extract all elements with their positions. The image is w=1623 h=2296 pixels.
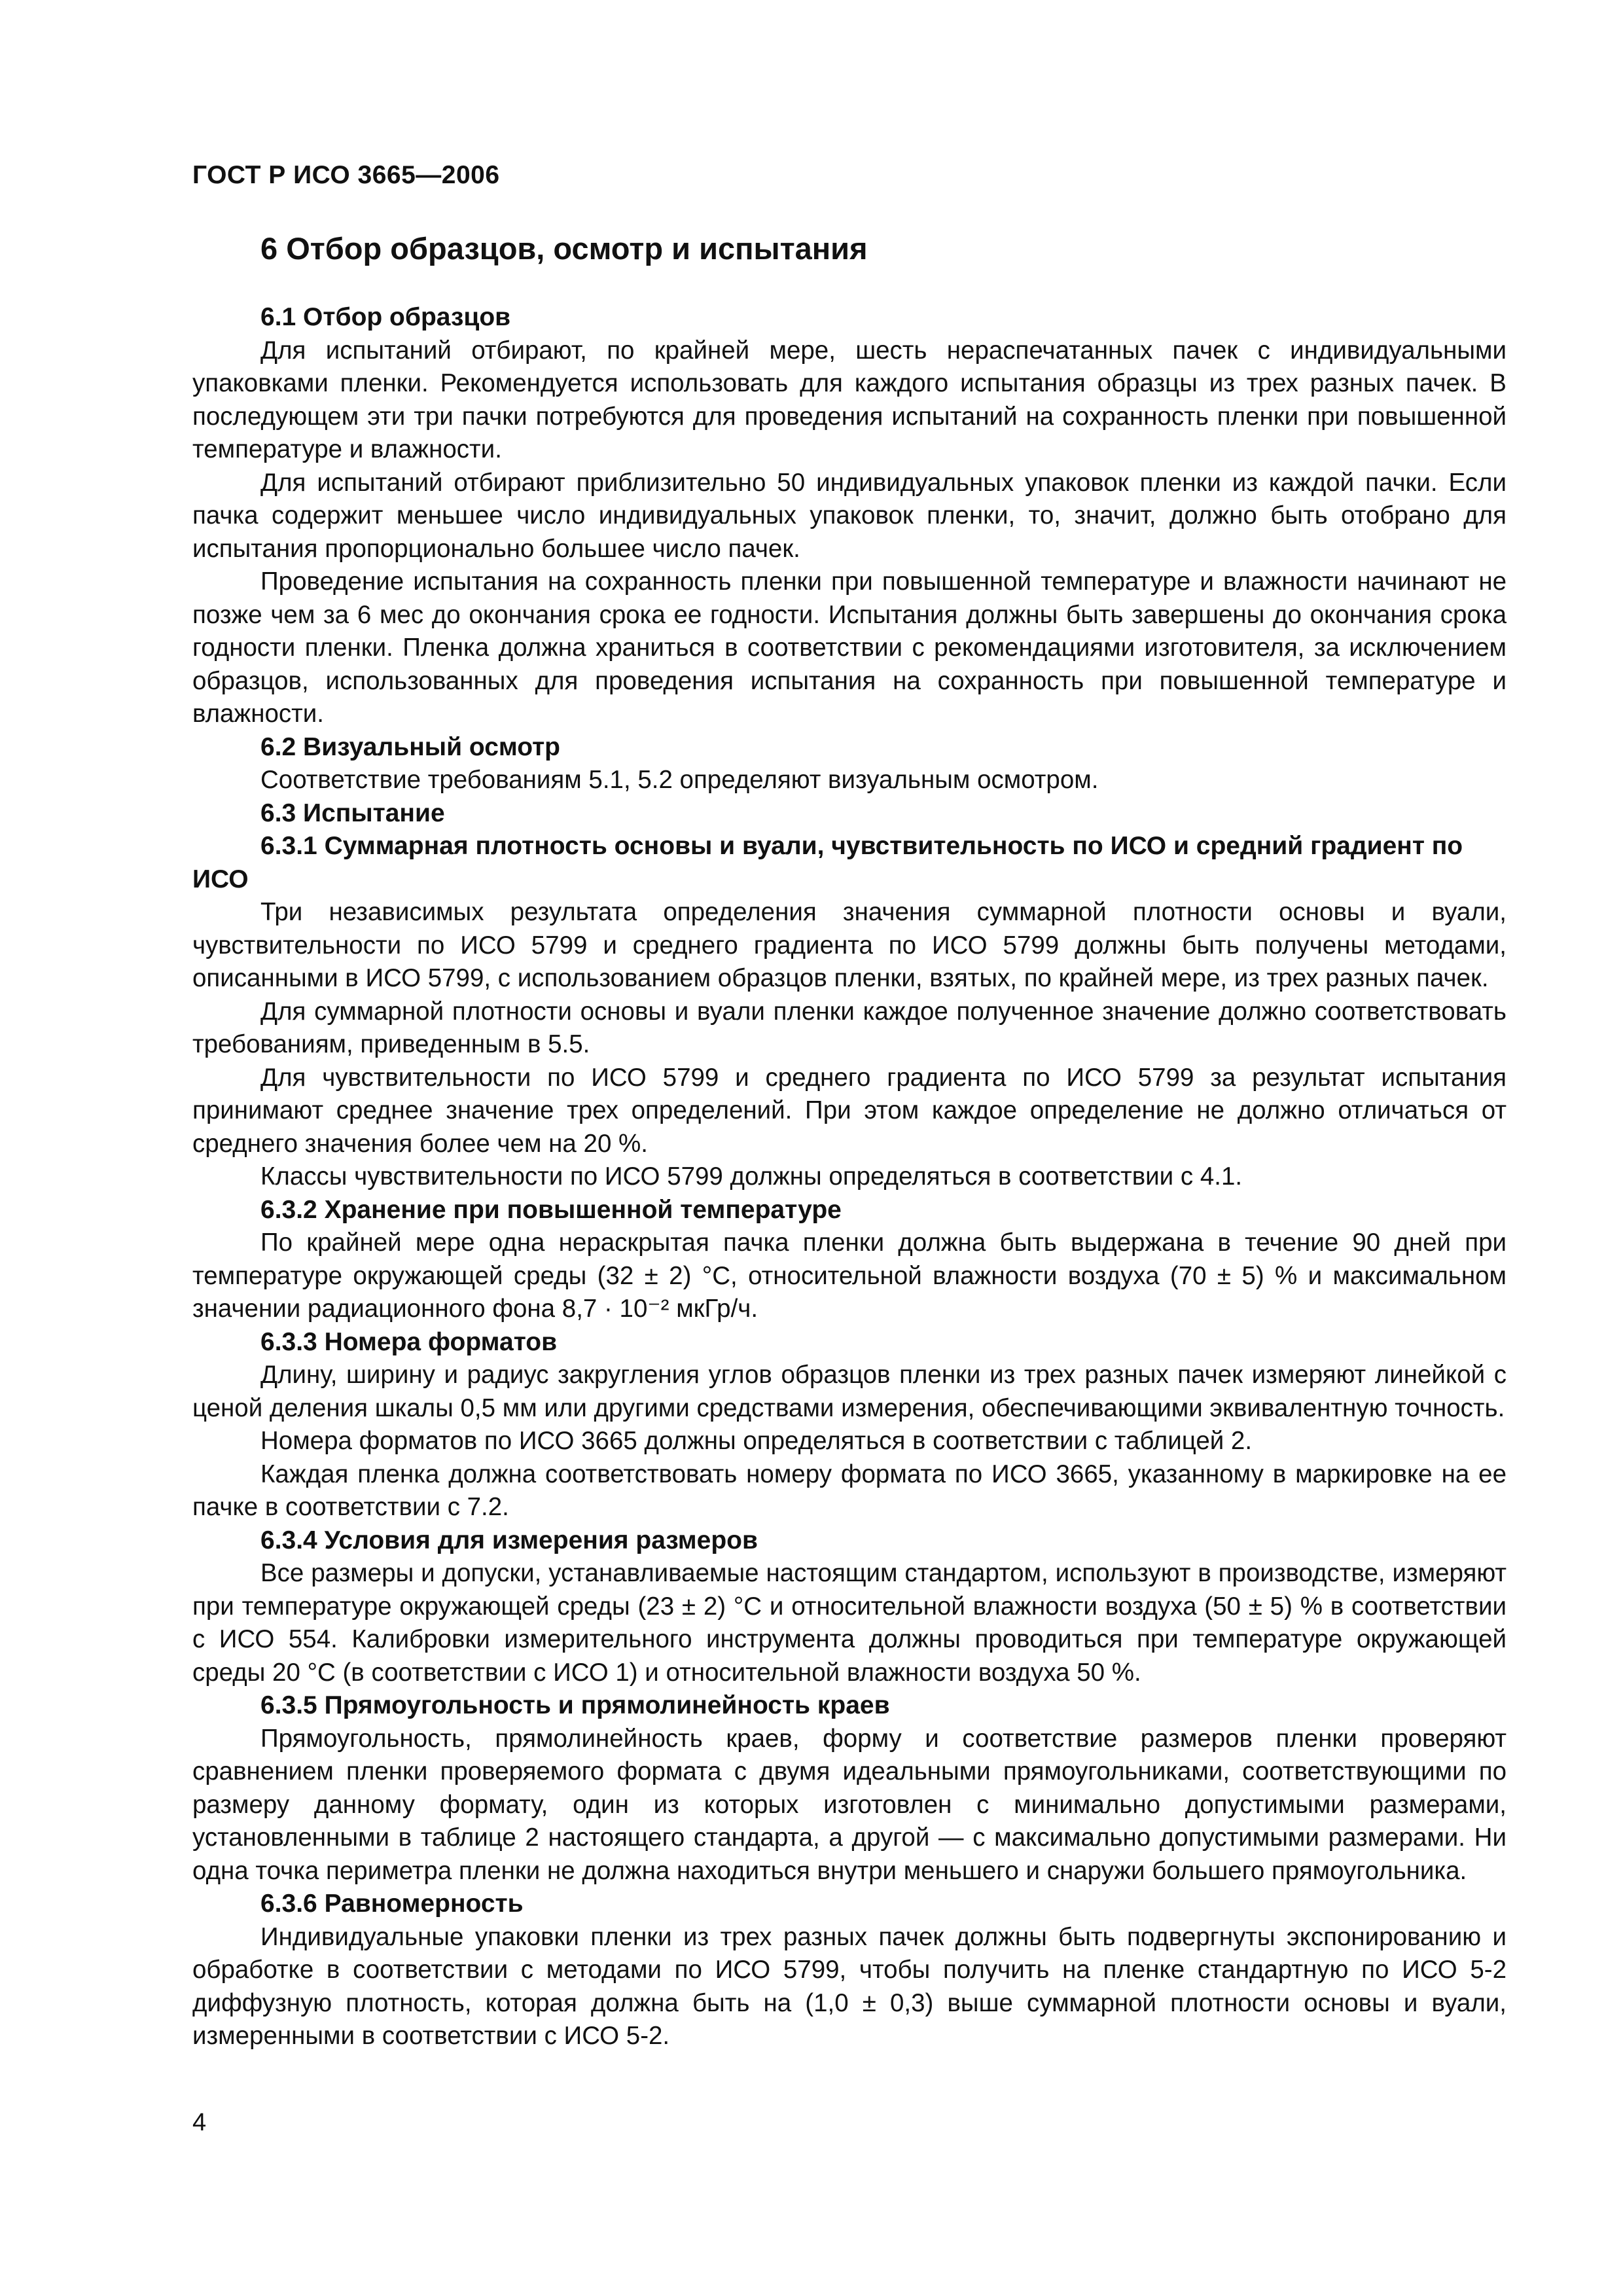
paragraph: Каждая пленка должна соответствовать номеру формата по ИСО 3665, указанному в маркировке на ее пачке в соответствии с 7.2.	[192, 1460, 1507, 1521]
document-header: ГОСТ Р ИСО 3665—2006	[192, 161, 500, 189]
subsection-heading: 6.2 Визуальный осмотр	[260, 732, 561, 761]
paragraph: Для испытаний отбирают, по крайней мере, шесть нераспечатанных пачек с индивидуальными упаковками пленки. Рекомендуется использовать для каждого испытания образцы из трех разных пачек. В последующем эти три пачки потребуются для проведения испытаний на сохранность пленки при повышенной температуре и влажности.	[192, 336, 1507, 463]
subsection-heading: 6.3.2 Хранение при повышенной температуре	[260, 1195, 842, 1224]
paragraph: Прямоугольность, прямолинейность краев, форму и соответствие размеров пленки проверяют сравнением пленки проверяемого формата с двумя идеальными прямоугольниками, соответствующими по размеру данному формату, один из которых изготовлен с минимально допустимыми размерами, установленными в таблице 2 настоящего стандарта, а другой — с максимально допустимыми размерами. Ни одна точка периметра пленки не должна находиться внутри меньшего и снаружи большего прямоугольника.	[192, 1724, 1507, 1885]
paragraph: Для испытаний отбирают приблизительно 50 индивидуальных упаковок пленки из каждой пачки. Если пачка содержит меньшее число индивидуальных упаковок пленки, то, значит, должно быть отобрано для испытания пропорционально большее число пачек.	[192, 468, 1507, 563]
subsection-heading: 6.3.3 Номера форматов	[260, 1327, 558, 1356]
paragraph: Индивидуальные упаковки пленки из трех разных пачек должны быть подвергнуты экспонированию и обработке в соответствии с методами по ИСО 5799, чтобы получить на пленке стандартную по ИСО 5-2 диффузную плотность, которая должна быть на (1,0 ± 0,3) выше суммарной плотности основы и вуали, измеренными в соответствии с ИСО 5-2.	[192, 1922, 1507, 2050]
subsection-heading: 6.3.4 Условия для измерения размеров	[260, 1526, 758, 1554]
subsection-heading: 6.3.1 Суммарная плотность основы и вуали, чувствительность по ИСО и средний градиент по ИСО	[192, 832, 1463, 893]
subsection-heading: 6.3.6 Равномерность	[260, 1890, 524, 1918]
section-body	[192, 301, 1507, 2053]
subsection-heading: 6.3 Испытание	[260, 798, 445, 827]
paragraph: Три независимых результата определения значения суммарной плотности основы и вуали, чувствительности по ИСО 5799 и среднего градиента по ИСО 5799 должны быть получены методами, описанными в ИСО 5799, с использованием образцов пленки, взятых, по крайней мере, из трех разных пачек.	[192, 898, 1507, 992]
paragraph: Проведение испытания на сохранность пленки при повышенной температуре и влажности начинают не позже чем за 6 мес до окончания срока ее годности. Испытания должны быть завершены до окончания срока годности пленки. Пленка должна храниться в соответствии с рекомендациями изготовителя, за исключением образцов, использованных для проведения испытания на сохранность при повышенной температуре и влажности.	[192, 567, 1507, 728]
paragraph: Для чувствительности по ИСО 5799 и среднего градиента по ИСО 5799 за результат испытания принимают среднее значение трех определений. При этом каждое определение не должно отличаться от среднего значения более чем на 20 %.	[192, 1063, 1507, 1158]
paragraph: Номера форматов по ИСО 3665 должны определяться в соответствии с таблицей 2.	[260, 1427, 1253, 1455]
paragraph: Для суммарной плотности основы и вуали пленки каждое полученное значение должно соответствовать требованиям, приведенным в 5.5.	[192, 997, 1507, 1058]
paragraph: Длину, ширину и радиус закругления углов образцов пленки из трех разных пачек измеряют линейкой с ценой деления шкалы 0,5 мм или другими средствами измерения, обеспечивающими эквивалентную точность.	[192, 1361, 1507, 1422]
paragraph: Классы чувствительности по ИСО 5799 должны определяться в соответствии с 4.1.	[260, 1162, 1243, 1191]
paragraph: Все размеры и допуски, устанавливаемые настоящим стандартом, используют в производстве, измеряют при температуре окружающей среды (23 ± 2) °С и относительной влажности воздуха (50 ± 5) % в соответствии с ИСО 554. Калибровки измерительного инструмента должны проводиться при температуре окружающей среды 20 °С (в соответствии с ИСО 1) и относительной влажности воздуха 50 %.	[192, 1559, 1507, 1687]
paragraph: Соответствие требованиям 5.1, 5.2 определяют визуальным осмотром.	[260, 766, 1099, 794]
page-number: 4	[192, 2109, 207, 2136]
subsection-heading: 6.3.5 Прямоугольность и прямолинейность краев	[260, 1691, 890, 1719]
subsection-heading: 6.1 Отбор образцов	[260, 303, 511, 331]
section-title: 6 Отбор образцов, осмотр и испытания	[260, 231, 868, 266]
paragraph: По крайней мере одна нераскрытая пачка пленки должна быть выдержана в течение 90 дней при температуре окружающей среды (32 ± 2) °С, относительной влажности воздуха (70 ± 5) % и максимальном значении радиационного фона 8,7 · 10⁻² мкГр/ч.	[192, 1229, 1507, 1323]
